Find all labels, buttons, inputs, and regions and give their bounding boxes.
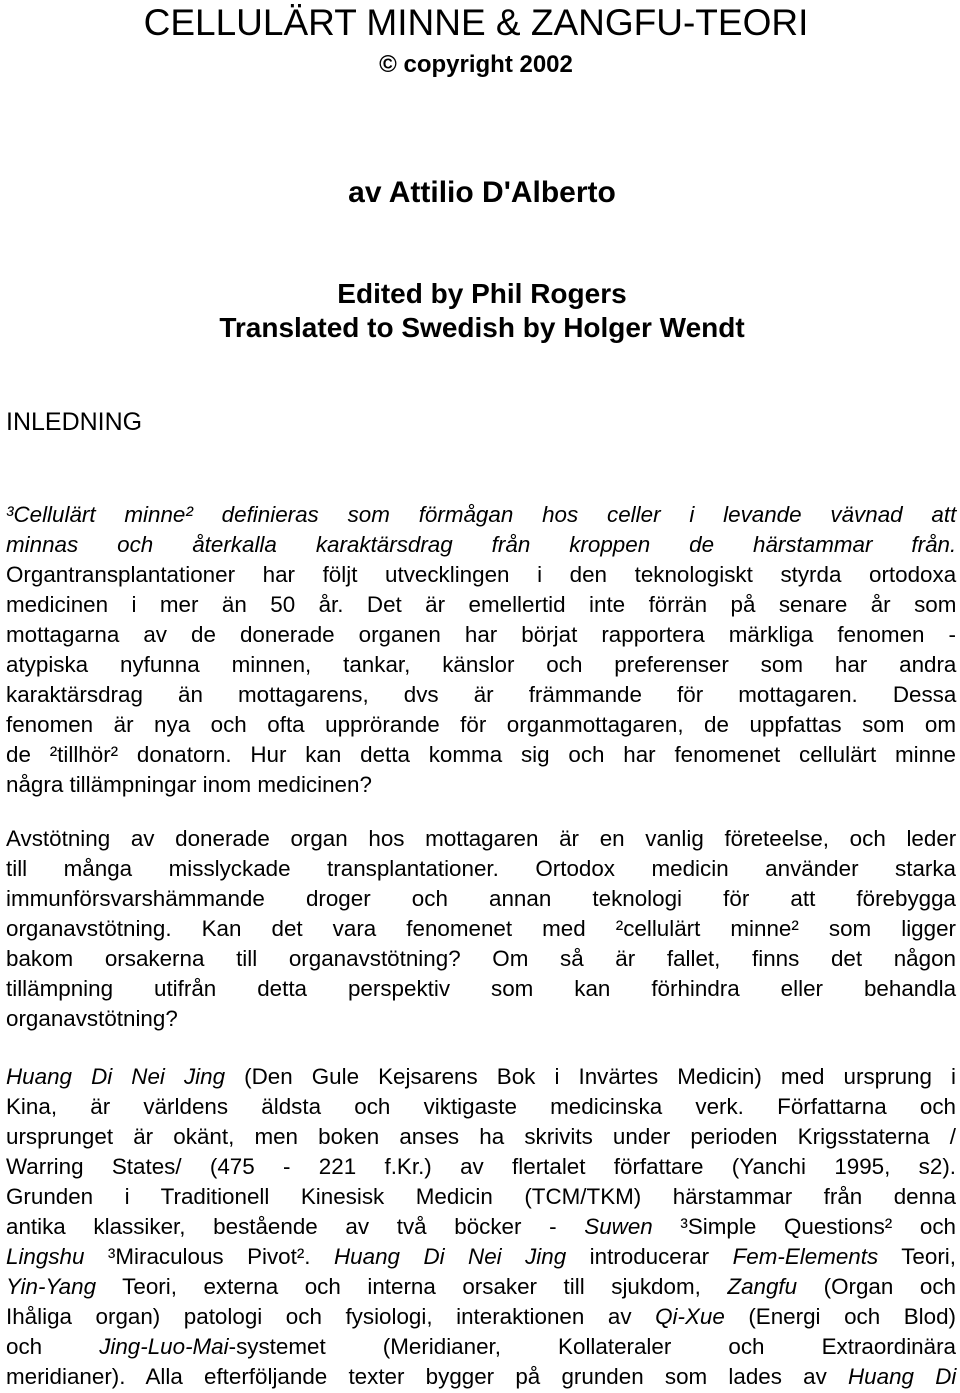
text-line: tillämpning utifrån detta perspektiv som kan förhindra eller behandla bbox=[6, 976, 957, 1001]
text-line: organavstötning. Kan det vara fenomenet med ²cellulärt minne² som ligger bbox=[6, 916, 956, 941]
text-line: ³Cellulärt minne² definieras som förmågan hos celler i levande vävnad att bbox=[6, 502, 957, 527]
paragraph-organ-rejection bbox=[6, 824, 956, 1034]
text-line: de ²tillhör² donatorn. Hur kan detta komma sig och har fenomenet cellulärt minne bbox=[6, 742, 957, 767]
text-line: antika klassiker, bestående av två böcker - Suwen ³Simple Questions² och bbox=[6, 1214, 956, 1239]
text-line: fenomen är nya och ofta upprörande för organmottagaren, de uppfattas som om bbox=[6, 712, 956, 737]
text-line: Warring States/ (475 - 221 f.Kr.) av flertalet författare (Yanchi 1995, s2). bbox=[6, 1154, 956, 1179]
copyright-notice: © copyright 2002 bbox=[379, 51, 573, 78]
author-line: av Attilio D'Alberto bbox=[348, 176, 616, 209]
text-line: meridianer). Alla efterföljande texter bygger på grunden som lades av Huang Di bbox=[6, 1364, 957, 1389]
text-line: till många misslyckade transplantationer. Ortodox medicin använder starka bbox=[6, 856, 957, 881]
text-line: immunförsvarshämmande droger och annan teknologi för att förebygga bbox=[6, 886, 956, 911]
paragraph-huang-di-nei-jing bbox=[6, 1062, 956, 1392]
text-line: Lingshu ³Miraculous Pivot². Huang Di Nei Jing introducerar Fem-Elements Teori, bbox=[6, 1244, 956, 1269]
text-line: Grunden i Traditionell Kinesisk Medicin (TCM/TKM) härstammar från denna bbox=[6, 1184, 956, 1209]
text-line: Kina, är världens äldsta och viktigaste medicinska verk. Författarna och bbox=[6, 1094, 956, 1119]
paragraph-cellular-memory bbox=[6, 500, 956, 800]
text-line: organavstötning? bbox=[6, 1006, 178, 1031]
translator-credit: Translated to Swedish by Holger Wendt bbox=[219, 312, 745, 343]
text-line: några tillämpningar inom medicinen? bbox=[6, 772, 372, 797]
text-line: mottagarna av de donerade organen har börjat rapportera märkliga fenomen - bbox=[6, 622, 956, 647]
text-line: Avstötning av donerade organ hos mottagaren är en vanlig företeelse, och leder bbox=[6, 826, 957, 851]
document-title: CELLULÄRT MINNE & ZANGFU-TEORI bbox=[143, 2, 809, 43]
text-line: Yin-Yang Teori, externa och interna orsaker till sjukdom, Zangfu (Organ och bbox=[6, 1274, 956, 1299]
editor-credit: Edited by Phil Rogers bbox=[337, 278, 627, 309]
text-line: medicinen i mer än 50 år. Det är emellertid inte förrän på senare år som bbox=[6, 592, 957, 617]
text-line: Huang Di Nei Jing (Den Gule Kejsarens Bok i Invärtes Medicin) med ursprung i bbox=[6, 1064, 956, 1089]
text-line: Organtransplantationer har följt utvecklingen i den teknologiskt styrda ortodoxa bbox=[6, 562, 957, 587]
text-line: atypiska nyfunna minnen, tankar, känslor och preferenser som har andra bbox=[6, 652, 957, 677]
text-line: minnas och återkalla karaktärsdrag från kroppen de härstammar från. bbox=[6, 532, 957, 557]
text-line: bakom orsakerna till organavstötning? Om så är fallet, finns det någon bbox=[6, 946, 956, 971]
section-heading: INLEDNING bbox=[6, 408, 143, 436]
text-line: och Jing-Luo-Mai-systemet (Meridianer, Kollateraler och Extraordinära bbox=[6, 1334, 956, 1359]
text-line: karaktärsdrag än mottagarens, dvs är främmande för mottagaren. Dessa bbox=[6, 682, 957, 707]
text-line: Ihåliga organ) patologi och fysiologi, interaktionen av Qi-Xue (Energi och Blod) bbox=[6, 1304, 956, 1329]
text-line: ursprunget är okänt, men boken anses ha skrivits under perioden Krigsstaterna / bbox=[6, 1124, 956, 1149]
